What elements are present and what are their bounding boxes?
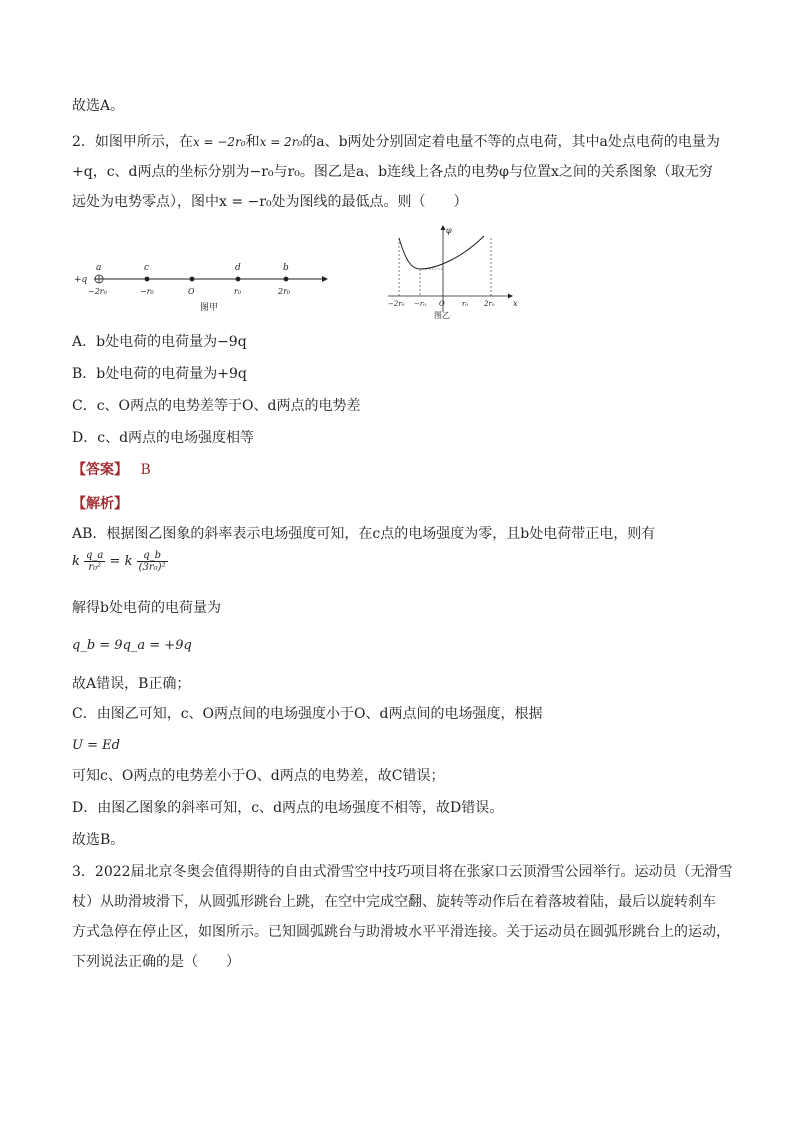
option-b: B．b处电荷的电荷量为+9q — [72, 366, 247, 382]
q3-line-3: 方式急停在停止区，如图所示。已知圆弧跳台与助滑坡水平平滑连接。关于运动员在圆弧形跳台上的运动， — [72, 924, 730, 940]
fig-a-tick-mr0: −r₀ — [140, 287, 154, 296]
formula-den-right: (3r₀)² — [138, 562, 166, 573]
q3-line-2: 杖）从助滑坡滑下，从圆弧形跳台上跳，在空中完成空翻、旋转等动作后在着落坡着陆，最后以旋转刹车 — [72, 894, 716, 910]
formula-k-left: k — [72, 554, 80, 569]
analysis-result-formula: q_b = 9q_a = +9q — [72, 638, 192, 653]
prev-conclusion: 故选A。 — [72, 98, 125, 114]
fig-b-tick-2r0: 2r₀ — [484, 300, 495, 308]
fig-a-point-b — [284, 277, 289, 282]
formula-eq: = — [109, 554, 121, 569]
fig-b-y-label: φ — [446, 226, 452, 235]
formula-frac-left — [84, 550, 105, 573]
fig-a-label-d: d — [235, 263, 241, 273]
q2-stem-line-2: +q，c、d两点的坐标分别为−r₀与r₀。图乙是a、b连线上各点的电势φ与位置x之间的关系图象（取无穷 — [72, 164, 713, 180]
answer-line — [72, 460, 151, 480]
analysis-line-2: 解得b处电荷的电荷量为 — [72, 600, 221, 616]
fig-a-point-d — [236, 277, 241, 282]
q2-stem-line-1 — [72, 132, 720, 152]
fig-a-label-a: a — [96, 263, 102, 273]
fig-a-tick-o: O — [188, 287, 195, 296]
fig-a-tick-2r0: 2r₀ — [278, 287, 291, 296]
x-eq-2r0: x = 2r₀ — [259, 135, 303, 149]
formula-k-right: k — [124, 554, 133, 569]
q3-line-1: 3．2022届北京冬奥会值得期待的自由式滑雪空中技巧项目将在张家口云顶滑雪公园举行。运动员（无滑雪 — [72, 864, 733, 880]
analysis-line-5: 可知c、O两点的电势差小于O、d两点的电势差，故C错误； — [72, 768, 445, 784]
answer-label: 【答案】 — [72, 462, 128, 478]
fig-a-arrow — [322, 276, 328, 282]
figure-b — [382, 224, 522, 320]
q2-stem-part: 2．如图甲所示，在 — [72, 134, 193, 150]
fig-b-caption: 图乙 — [434, 311, 450, 320]
fig-b-curve — [399, 236, 484, 269]
option-d: D．c、d两点的电场强度相等 — [72, 430, 255, 446]
analysis-label: 【解析】 — [72, 496, 128, 512]
fig-a-left-charge: +q — [74, 275, 88, 285]
fig-b-x-arrow — [508, 294, 513, 299]
formula-num-left: q_a — [86, 550, 104, 561]
option-c: C．c、O两点的电势差等于O、d两点的电势差 — [72, 398, 361, 414]
fig-a-point-c — [145, 277, 150, 282]
option-a: A．b处电荷的电荷量为−9q — [72, 334, 247, 350]
fig-a-label-b: b — [283, 263, 289, 273]
fig-b-x-label: x — [513, 299, 518, 308]
analysis-line-3: 故A错误，B正确； — [72, 676, 191, 692]
q2-stem-line-3: 远处为电势零点），图中x = −r₀处为图线的最低点。则（ ） — [72, 194, 468, 210]
fig-b-y-arrow — [441, 225, 446, 230]
formula-den-left: r₀² — [88, 562, 102, 573]
fig-a-label-c: c — [144, 263, 150, 273]
analysis-line-7: 故选B。 — [72, 832, 125, 848]
q3-line-4: 下列说法正确的是（ ） — [72, 954, 240, 970]
analysis-ued-formula: U = Ed — [72, 738, 120, 753]
fig-b-tick-m2r0: −2r₀ — [388, 300, 405, 308]
fig-a-caption: 图甲 — [200, 303, 219, 313]
fig-b-tick-o: O — [439, 300, 445, 308]
analysis-line-4: C．由图乙可知，c、O两点间的电场强度小于O、d两点间的电场强度，根据 — [72, 706, 543, 722]
fig-a-tick-r0: r₀ — [234, 287, 242, 296]
analysis-line-6: D．由图乙图象的斜率可知，c、d两点的电场强度不相等，故D错误。 — [72, 800, 504, 816]
x-eq-m2r0: x = −2r₀ — [192, 135, 246, 149]
fig-a-tick-m2r0: −2r₀ — [88, 287, 107, 296]
formula-num-right: q_b — [137, 550, 168, 562]
answer-value: B — [140, 462, 151, 478]
fig-a-point-o — [190, 277, 195, 282]
q2-stem-part: 的a、b两处分别固定着电量不等的点电荷，其中a处点电荷的电量为 — [302, 134, 720, 150]
fig-b-tick-r0: r₀ — [462, 300, 469, 308]
coulomb-formula — [72, 550, 168, 573]
analysis-line-1: AB．根据图乙图象的斜率表示电场强度可知，在c点的电场强度为零，且b处电荷带正电，则有 — [72, 526, 656, 542]
q2-and: 和 — [245, 134, 260, 150]
fig-b-tick-mr0: −r₀ — [414, 300, 427, 308]
figure-a — [72, 228, 332, 314]
formula-frac-right — [137, 550, 168, 573]
